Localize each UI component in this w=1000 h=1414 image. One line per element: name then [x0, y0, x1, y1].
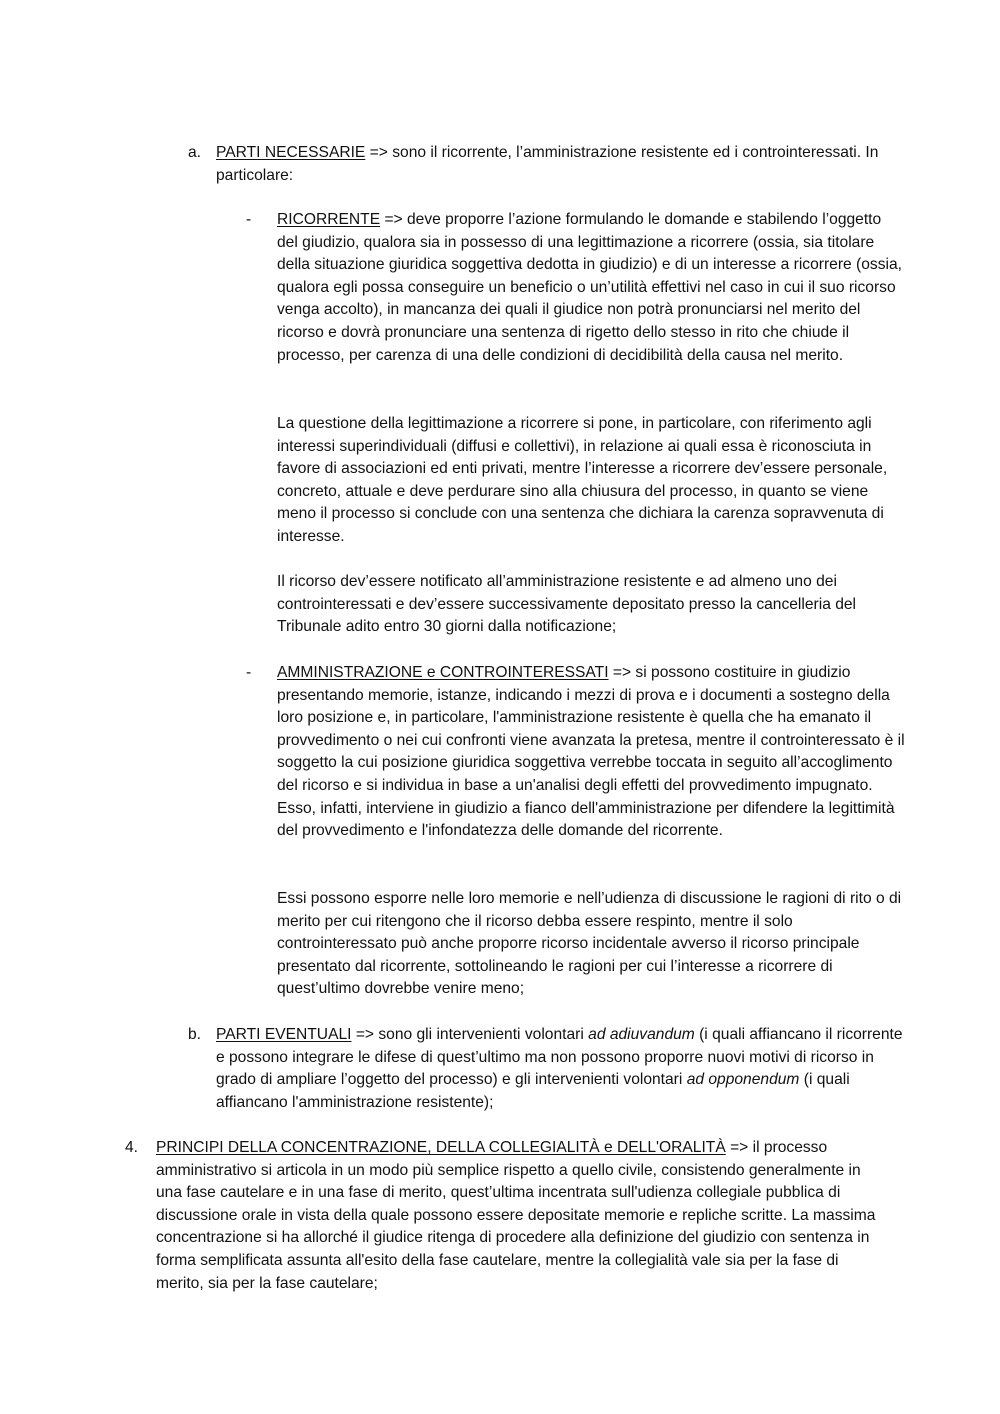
principi-body: => il processo amministrativo si articola in un modo più semplice rispetto a quello civile, consistendo generalmente in una fase cautelare e in una fase di merito, quest’ultima incentrata sull'udienza collegiale pubblica di discussione orale in vista della quale possono essere depositate memorie e repliche scritte. La massima concentrazione si ha allorché il giudice ritenga di procedere alla definizione del giudizio con sentenza in forma semplificata assunta all'esito della fase cautelare, mentre la collegialità vale sia per la fase di merito, sia per la fase cautelare;: [156, 1139, 876, 1292]
item-principi-text: [156, 1137, 886, 1295]
item-parti-eventuali: [216, 1024, 906, 1114]
amministrazione-paragraph-1: [277, 662, 905, 843]
ricorrente-paragraph-3-text: Il ricorso dev’essere notificato all’amministrazione resistente e ad almeno uno dei controinteressati e dev’essere successivamente depositato presso la cancelleria del Tribunale adito entro 30 giorni dalla notificazione;: [277, 573, 857, 636]
parti-eventuali-body-3: (i quali affiancano l'amministrazione resistente);: [216, 1071, 850, 1111]
ricorrente-paragraph-2-text: La questione della legittimazione a ricorrere si pone, in particolare, con riferimento agli interessi superindividuali (diffusi e collettivi), in relazione ai quali essa è riconosciuta in favore di associazioni ed enti privati, mentre l’interesse a ricorrere dev’essere personale, concreto, attuale e deve perdurare sino alla chiusura del processo, in quanto se viene meno il processo si conclude con una sentenza che dichiara la carenza sopravvenuta di interesse.: [277, 415, 888, 545]
ricorrente-paragraph-2: [277, 413, 905, 549]
ricorrente-paragraph-3: [277, 571, 905, 639]
heading-ricorrente: RICORRENTE: [277, 211, 381, 228]
parti-eventuali-italic-2: ad opponendum: [686, 1071, 800, 1089]
amministrazione-paragraph-2-text: Essi possono esporre nelle loro memorie e nell’udienza di discussione le ragioni di rito o di merito per cui ritengono che il ricorso debba essere respinto, mentre il solo controinteressato può anche proporre ricorso incidentale avverso il ricorso principale presentato dal ricorrente, sottolineando le ragioni per cui l’interesse a ricorrere di quest’ultimo dovrebbe venire meno;: [277, 890, 902, 998]
parti-eventuali-body-2: (i quali affiancano il ricorrente e possono integrare le difese di quest’ultimo ma non possono proporre nuovi motivi di ricorso in grado di ampliare l’oggetto del processo) e gli intervenienti volontari: [216, 1026, 903, 1089]
item-amministrazione: [277, 662, 905, 843]
item-principi: [156, 1137, 886, 1295]
list-marker-dash-amministrazione: -: [246, 664, 252, 681]
item-parti-eventuali-text: [216, 1024, 906, 1114]
amministrazione-paragraph-2: [277, 888, 905, 1001]
list-marker-dash-ricorrente: -: [246, 211, 252, 228]
item-parti-necessarie: [216, 142, 906, 187]
parti-eventuali-body-1: => sono gli intervenienti volontari: [351, 1026, 589, 1043]
parti-eventuali-italic-1: ad adiuvandum: [588, 1026, 695, 1043]
list-marker-a: a.: [188, 144, 202, 161]
item-parti-necessarie-body: => sono il ricorrente, l’amministrazione resistente ed i controinteressati. In particolare:: [216, 144, 879, 184]
amministrazione-body: => si possono costituire in giudizio presentando memorie, istanze, indicando i mezzi di prova e i documenti a sostegno della loro posizione e, in particolare, l'amministrazione resistente è quella che ha emanato il provvedimento o nei cui confronti viene avanzata la pretesa, mentre il controinteressato è il soggetto la cui posizione giuridica soggettiva verrebbe toccata in seguito all’accoglimento del ricorso e si individua in base a un'analisi degli effetti del provvedimento impugnato. Esso, infatti, interviene in giudizio a fianco dell'amministrazione per difendere la legittimità del provvedimento e l'infondatezza delle domande del ricorrente.: [277, 664, 905, 840]
ricorrente-paragraph-1: [277, 209, 905, 367]
item-ricorrente: [277, 209, 905, 367]
list-marker-b: b.: [188, 1026, 202, 1043]
heading-principi: PRINCIPI DELLA CONCENTRAZIONE, DELLA COLLEGIALITÀ e DELL'ORALITÀ: [156, 1139, 726, 1156]
heading-amministrazione: AMMINISTRAZIONE e CONTROINTERESSATI: [277, 664, 609, 681]
ricorrente-body: => deve proporre l’azione formulando le domande e stabilendo l’oggetto del giudizio, qualora sia in possesso di una legittimazione a ricorrere (ossia, sia titolare della situazione giuridica soggettiva dedotta in giudizio) e di un interesse a ricorrere (ossia, qualora egli possa conseguire un beneficio o un’utilità effettivi nel caso in cui il suo ricorso venga accolto), in mancanza dei quali il giudice non potrà pronunciarsi nel merito del ricorso e dovrà pronunciare una sentenza di rigetto dello stesso in rito che chiude il processo, per carenza di una delle condizioni di decidibilità della causa nel merito.: [277, 211, 902, 364]
item-parti-necessarie-text: [216, 142, 906, 187]
list-marker-4: 4.: [125, 1139, 139, 1156]
heading-parti-eventuali: PARTI EVENTUALI: [216, 1026, 352, 1043]
heading-parti-necessarie: PARTI NECESSARIE: [216, 144, 366, 161]
